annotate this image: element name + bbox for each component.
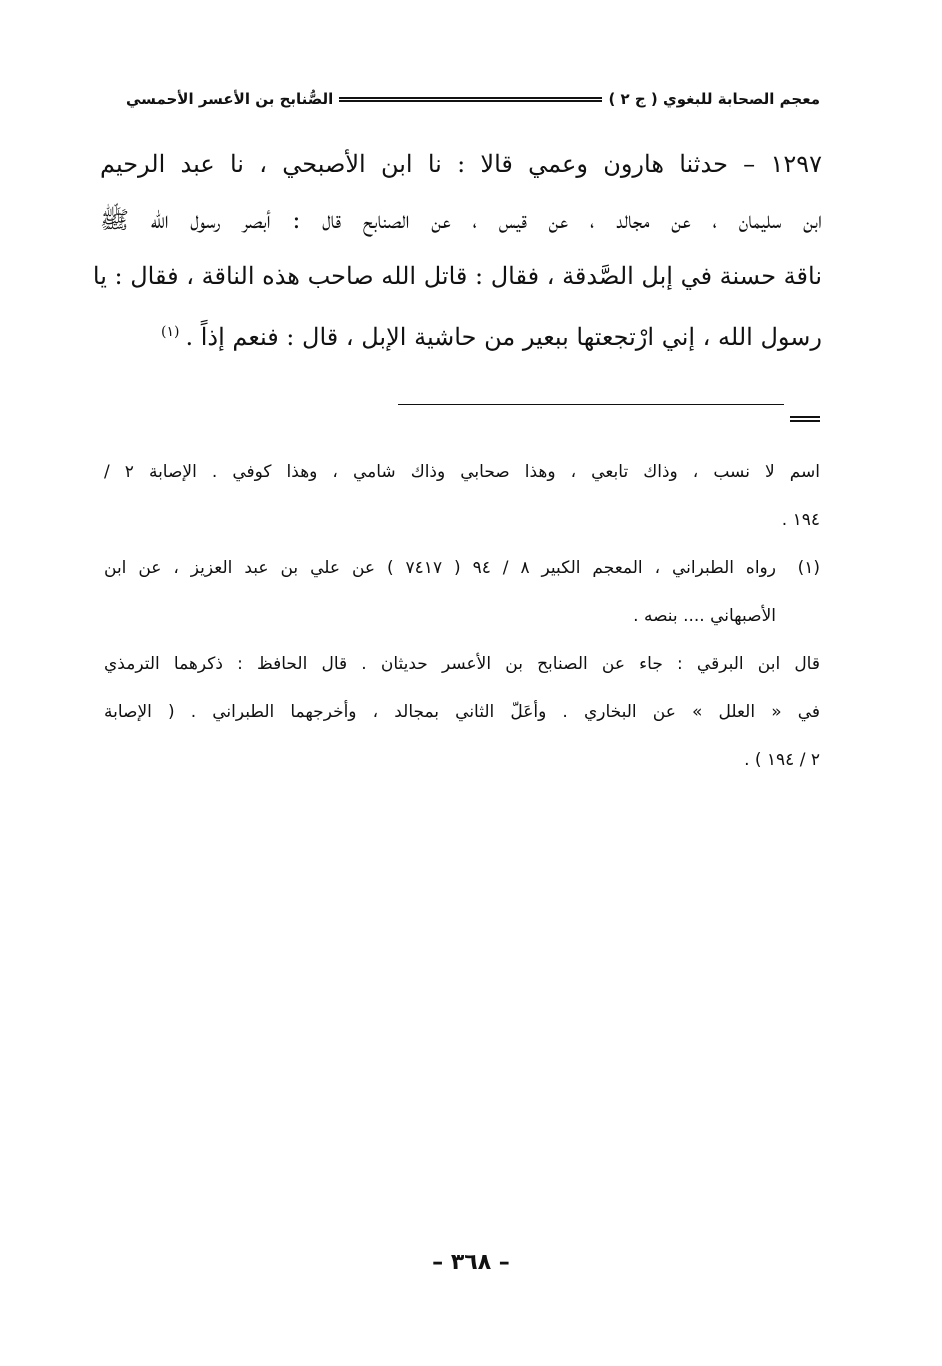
page-number: – ٣٦٨ – [432,1250,510,1275]
main-line: ١٢٩٧ – حدثنا هارون وعمي قالا : نا ابن الأصبحي ، نا عبد الرحيم [100,150,822,178]
header-rule [339,97,602,102]
continuation-mark [790,416,820,422]
main-text [92,136,822,365]
main-line-last [100,304,822,365]
book-title: معجم الصحابة للبغوي ( ج ٢ ) [608,90,820,108]
footnote-separator [398,404,784,405]
footnote-1-body [104,544,820,640]
main-line: ناقة حسنة في إبل الصَّدقة ، فقال : قاتل الله صاحب هذه الناقة ، فقال : يا [92,262,822,290]
footnote-line: الأصبهاني .... بنصه . [633,606,776,626]
footnotes [104,448,820,784]
footnote-line: ٢ / ١٩٤ ) . [744,750,820,770]
footnote-line: رواه الطبراني ، المعجم الكبير ٨ / ٩٤ ( ٧٤١٧ ) عن علي بن عبد العزيز ، عن ابن [104,558,776,578]
footnote-line: اسم لا نسب ، وذاك تابعي ، وهذا صحابي وذاك شامي ، وهذا كوفي . الإصابة ٢ / [104,462,820,482]
main-line: ابن سليمان ، عن مجالد ، عن قيس ، عن الصنابح قال : أبصر رسول الله ﷺ [100,206,822,234]
footnote-line: قال ابن البرقي : جاء عن الصنابح بن الأعسر حديثان . قال الحافظ : ذكرهما الترمذي [104,654,820,674]
footnote-continued [104,448,820,544]
header-subject: الصُّنابح بن الأعسر الأحمسي [126,90,334,108]
footnote-ref: (١) [161,324,180,340]
footnote-line: ١٩٤ . [781,510,820,530]
main-line-text: رسول الله ، إني ارْتجعتها ببعير من حاشية الإبل ، قال : فنعم إذاً . [185,323,822,351]
footnote-line: في « العلل » عن البخاري . وأعَلّ الثاني بمجالد ، وأخرجهما الطبراني . ( الإصابة [104,702,820,722]
footnote-1-extra [104,640,820,784]
footnote-number: (١) [797,558,820,578]
footnote-1 [104,544,820,640]
running-header [126,84,820,114]
